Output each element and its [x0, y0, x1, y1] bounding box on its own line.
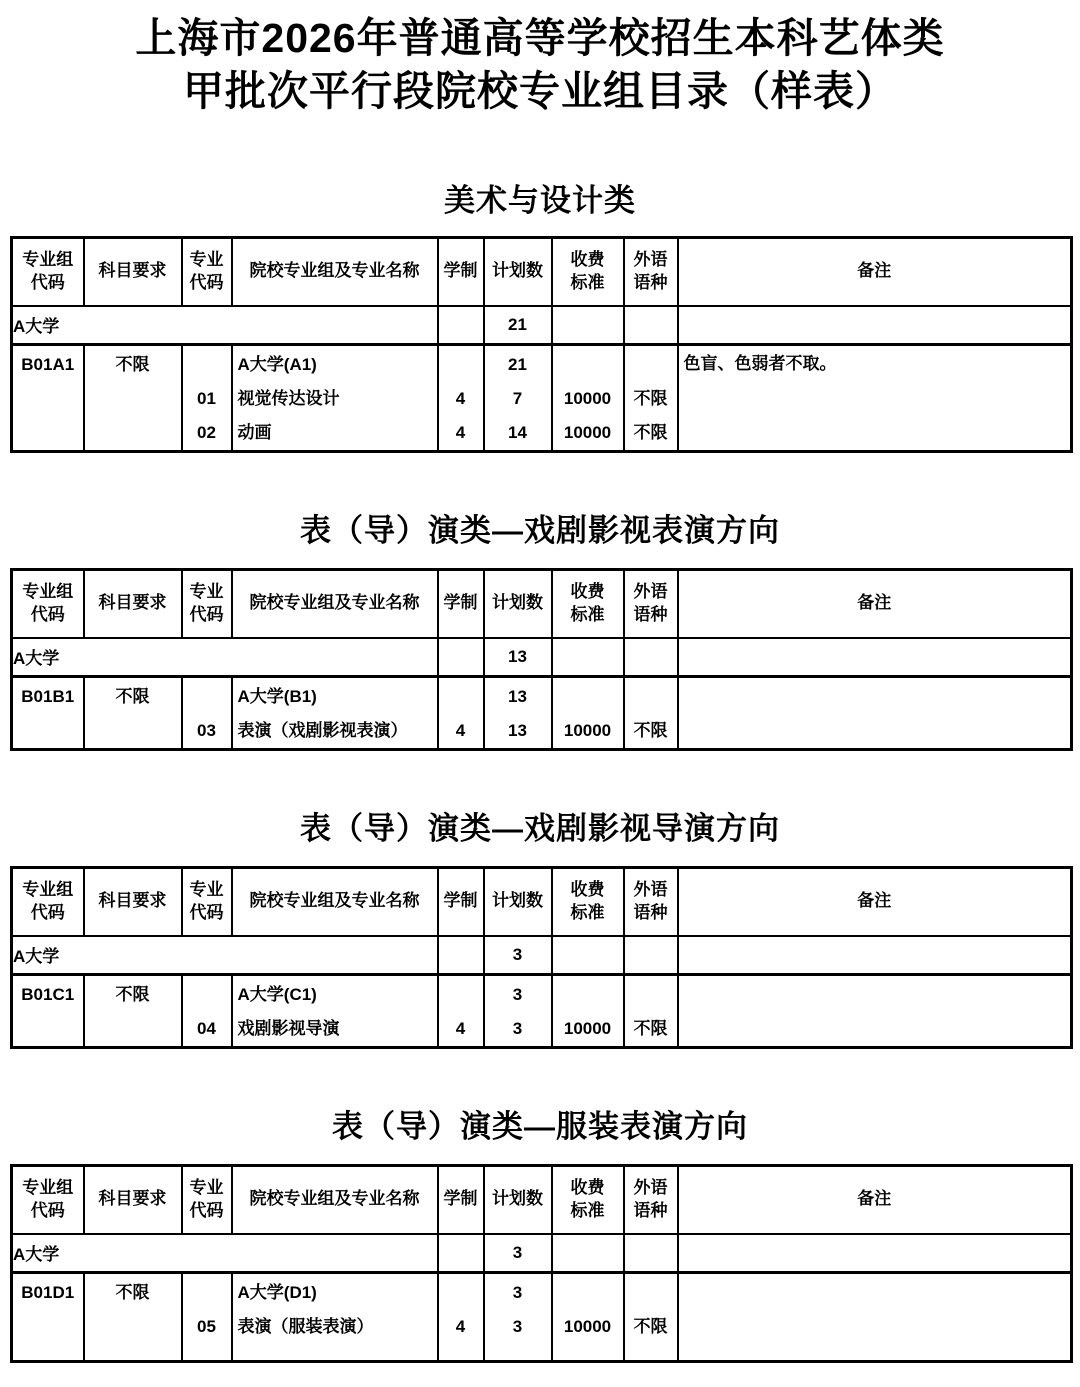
col-header-name: 院校专业组及专业名称 — [232, 237, 438, 306]
years-value — [439, 680, 483, 714]
col-header-major-code — [182, 569, 232, 638]
plan-value: 7 — [512, 388, 523, 408]
years-value: 4 — [455, 1018, 466, 1038]
subject-req-cell — [84, 676, 182, 749]
col-header-remark: 备注 — [678, 1165, 1072, 1234]
col-header-fee-line2: 标准 — [570, 902, 605, 922]
col-header-lang-line1: 外语 — [633, 249, 668, 269]
header-row — [12, 237, 1072, 306]
fee-value: 10000 — [563, 422, 612, 442]
section-title-art-design: 美术与设计类 — [444, 182, 636, 218]
col-header-group-code-line2: 代码 — [30, 902, 65, 922]
years-cell — [438, 1272, 484, 1361]
university-fee-cell — [552, 936, 624, 975]
header-row — [12, 1165, 1072, 1234]
fee-value: 10000 — [563, 1316, 612, 1336]
major-name-cell — [232, 676, 438, 749]
plan-cell — [484, 676, 552, 749]
lang-value: 不限 — [633, 720, 668, 740]
lang-cell — [624, 974, 678, 1047]
section-title-drama-directing: 表（导）演类—戏剧影视导演方向 — [300, 810, 780, 846]
university-years-cell — [438, 936, 484, 975]
col-header-plan: 计划数 — [484, 1165, 552, 1234]
university-years-cell — [438, 638, 484, 677]
col-header-fee-line1: 收费 — [570, 581, 605, 601]
lang-value — [625, 680, 677, 714]
major-code — [183, 348, 231, 382]
subject-req: 不限 — [115, 354, 150, 374]
col-header-subject-req: 科目要求 — [84, 237, 182, 306]
university-fee-cell — [552, 638, 624, 677]
col-header-group-code-line2: 代码 — [30, 1200, 65, 1220]
col-header-lang — [624, 237, 678, 306]
fee-cell — [552, 676, 624, 749]
col-header-major-code-line2: 代码 — [189, 902, 224, 922]
subject-req-cell — [84, 974, 182, 1047]
university-lang-cell — [624, 306, 678, 345]
major-name: A大学(D1) — [237, 1282, 317, 1302]
major-name: 戏剧影视导演 — [237, 1018, 340, 1038]
group-row — [12, 974, 1072, 1047]
col-header-name: 院校专业组及专业名称 — [232, 569, 438, 638]
plan-value: 13 — [508, 720, 527, 740]
university-years-cell — [438, 1234, 484, 1273]
years-value — [439, 1276, 483, 1310]
col-header-lang — [624, 1165, 678, 1234]
col-header-lang-line1: 外语 — [633, 1177, 668, 1197]
plan-cell — [484, 344, 552, 451]
major-name: A大学(A1) — [237, 354, 317, 374]
document-title — [10, 12, 1070, 119]
col-header-plan: 计划数 — [484, 569, 552, 638]
subject-req-cell — [84, 344, 182, 451]
group-code-cell — [12, 1272, 84, 1361]
col-header-remark: 备注 — [678, 569, 1072, 638]
group-row — [12, 676, 1072, 749]
group-code: B01D1 — [21, 1282, 75, 1302]
col-header-group-code-line1: 专业组 — [22, 879, 74, 899]
years-value: 4 — [455, 422, 466, 442]
years-value: 4 — [455, 388, 466, 408]
fee-value — [553, 1276, 623, 1310]
plan-value: 21 — [508, 354, 527, 374]
col-header-major-code-line2: 代码 — [189, 272, 224, 292]
remark-cell — [678, 344, 1072, 451]
col-header-major-code — [182, 237, 232, 306]
years-cell — [438, 676, 484, 749]
major-name: 动画 — [237, 422, 272, 442]
subject-req: 不限 — [115, 686, 150, 706]
university-lang-cell — [624, 638, 678, 677]
fee-value — [553, 978, 623, 1012]
university-remark-cell — [678, 1234, 1072, 1273]
fee-cell — [552, 344, 624, 451]
catalog-table-fashion-performance — [10, 1164, 1073, 1363]
fee-value: 10000 — [563, 720, 612, 740]
remark-text: 色盲、色弱者不取。 — [683, 353, 837, 373]
col-header-major-code — [182, 1165, 232, 1234]
years-cell — [438, 974, 484, 1047]
major-code: 01 — [197, 388, 216, 408]
lang-cell — [624, 676, 678, 749]
major-name-cell — [232, 974, 438, 1047]
remark-cell — [678, 974, 1072, 1047]
col-header-group-code-line2: 代码 — [30, 604, 65, 624]
major-code: 03 — [197, 720, 216, 740]
major-code — [183, 680, 231, 714]
university-lang-cell — [624, 936, 678, 975]
lang-value — [625, 978, 677, 1012]
col-header-fee-line1: 收费 — [570, 249, 605, 269]
major-name-cell — [232, 1272, 438, 1361]
col-header-lang-line2: 语种 — [633, 1200, 668, 1220]
col-header-major-code — [182, 867, 232, 936]
col-header-lang-line1: 外语 — [633, 879, 668, 899]
plan-value: 3 — [512, 1282, 523, 1302]
col-header-years: 学制 — [438, 237, 484, 306]
years-value: 4 — [455, 720, 466, 740]
col-header-fee-line1: 收费 — [570, 879, 605, 899]
col-header-years: 学制 — [438, 867, 484, 936]
group-code-cell — [12, 676, 84, 749]
col-header-remark: 备注 — [678, 867, 1072, 936]
lang-cell — [624, 344, 678, 451]
university-plan-total: 13 — [484, 638, 552, 677]
fee-value — [553, 680, 623, 714]
col-header-lang-line2: 语种 — [633, 272, 668, 292]
university-plan-total: 21 — [484, 306, 552, 345]
years-value — [439, 978, 483, 1012]
lang-value: 不限 — [633, 1018, 668, 1038]
document-title-line2: 甲批次平行段院校专业组目录（样表） — [183, 68, 897, 115]
catalog-table-art-design — [10, 236, 1073, 453]
col-header-fee-line2: 标准 — [570, 1200, 605, 1220]
lang-value — [625, 1276, 677, 1310]
university-years-cell — [438, 306, 484, 345]
col-header-group-code-line2: 代码 — [30, 272, 65, 292]
plan-value: 3 — [512, 984, 523, 1004]
university-remark-cell — [678, 638, 1072, 677]
plan-value: 3 — [512, 1018, 523, 1038]
major-code-cell — [182, 1272, 232, 1361]
col-header-group-code — [12, 1165, 84, 1234]
major-code — [183, 1276, 231, 1310]
plan-cell — [484, 1272, 552, 1361]
col-header-fee-line1: 收费 — [570, 1177, 605, 1197]
fee-value: 10000 — [563, 1018, 612, 1038]
remark-cell — [678, 676, 1072, 749]
major-name: A大学(B1) — [237, 686, 317, 706]
major-code: 04 — [197, 1018, 216, 1038]
fee-value — [553, 348, 623, 382]
major-code: 02 — [197, 422, 216, 442]
col-header-plan: 计划数 — [484, 867, 552, 936]
years-value: 4 — [455, 1316, 466, 1336]
major-code-cell — [182, 344, 232, 451]
col-header-subject-req: 科目要求 — [84, 1165, 182, 1234]
plan-value: 3 — [512, 1316, 523, 1336]
col-header-plan: 计划数 — [484, 237, 552, 306]
years-value — [439, 348, 483, 382]
header-row — [12, 867, 1072, 936]
col-header-group-code — [12, 569, 84, 638]
lang-value — [625, 348, 677, 382]
header-row — [12, 569, 1072, 638]
col-header-group-code-line1: 专业组 — [22, 1177, 74, 1197]
group-code: B01A1 — [21, 354, 75, 374]
col-header-group-code — [12, 867, 84, 936]
major-name: 视觉传达设计 — [237, 388, 340, 408]
catalog-table-drama-directing — [10, 866, 1073, 1049]
col-header-lang-line2: 语种 — [633, 604, 668, 624]
subject-req: 不限 — [115, 984, 150, 1004]
group-code-cell — [12, 344, 84, 451]
catalog-table-drama-performance — [10, 568, 1073, 751]
col-header-fee-line2: 标准 — [570, 604, 605, 624]
subject-req: 不限 — [115, 1282, 150, 1302]
col-header-years: 学制 — [438, 1165, 484, 1234]
group-row — [12, 344, 1072, 451]
major-code — [183, 978, 231, 1012]
col-header-lang — [624, 569, 678, 638]
years-cell — [438, 344, 484, 451]
university-lang-cell — [624, 1234, 678, 1273]
document-title-line1: 上海市2026年普通高等学校招生本科艺体类 — [135, 15, 945, 61]
col-header-major-code-line2: 代码 — [189, 1200, 224, 1220]
group-code-cell — [12, 974, 84, 1047]
major-name: 表演（服装表演） — [237, 1316, 374, 1336]
major-name-cell — [232, 344, 438, 451]
university-row — [12, 1234, 1072, 1273]
col-header-remark: 备注 — [678, 237, 1072, 306]
university-row — [12, 936, 1072, 975]
major-name: A大学(C1) — [237, 984, 317, 1004]
major-code-cell — [182, 676, 232, 749]
university-plan-total: 3 — [484, 936, 552, 975]
university-row — [12, 638, 1072, 677]
col-header-group-code-line1: 专业组 — [22, 581, 74, 601]
plan-value: 14 — [508, 422, 527, 442]
university-remark-cell — [678, 936, 1072, 975]
lang-value: 不限 — [633, 422, 668, 442]
col-header-group-code-line1: 专业组 — [22, 249, 74, 269]
col-header-years: 学制 — [438, 569, 484, 638]
col-header-group-code — [12, 237, 84, 306]
lang-value: 不限 — [633, 1316, 668, 1336]
col-header-major-code-line2: 代码 — [189, 604, 224, 624]
col-header-lang-line2: 语种 — [633, 902, 668, 922]
col-header-name: 院校专业组及专业名称 — [232, 1165, 438, 1234]
col-header-fee — [552, 237, 624, 306]
university-plan-total: 3 — [484, 1234, 552, 1273]
university-name: A大学 — [12, 1234, 438, 1273]
group-row — [12, 1272, 1072, 1361]
col-header-fee — [552, 1165, 624, 1234]
col-header-major-code-line1: 专业 — [189, 581, 224, 601]
col-header-fee — [552, 867, 624, 936]
col-header-major-code-line1: 专业 — [189, 879, 224, 899]
section-title-drama-performance: 表（导）演类—戏剧影视表演方向 — [300, 512, 780, 548]
university-name: A大学 — [12, 936, 438, 975]
plan-value: 13 — [508, 686, 527, 706]
col-header-major-code-line1: 专业 — [189, 249, 224, 269]
col-header-name: 院校专业组及专业名称 — [232, 867, 438, 936]
col-header-subject-req: 科目要求 — [84, 569, 182, 638]
university-fee-cell — [552, 306, 624, 345]
lang-value: 不限 — [633, 388, 668, 408]
university-name: A大学 — [12, 306, 438, 345]
section-title-fashion-performance: 表（导）演类—服装表演方向 — [332, 1108, 748, 1144]
university-remark-cell — [678, 306, 1072, 345]
lang-cell — [624, 1272, 678, 1361]
subject-req-cell — [84, 1272, 182, 1361]
col-header-fee — [552, 569, 624, 638]
university-row — [12, 306, 1072, 345]
group-code: B01B1 — [21, 686, 75, 706]
col-header-subject-req: 科目要求 — [84, 867, 182, 936]
plan-cell — [484, 974, 552, 1047]
major-name: 表演（戏剧影视表演） — [237, 720, 408, 740]
col-header-major-code-line1: 专业 — [189, 1177, 224, 1197]
col-header-lang — [624, 867, 678, 936]
university-name: A大学 — [12, 638, 438, 677]
fee-cell — [552, 974, 624, 1047]
major-code: 05 — [197, 1316, 216, 1336]
col-header-lang-line1: 外语 — [633, 581, 668, 601]
group-code: B01C1 — [21, 984, 75, 1004]
fee-value: 10000 — [563, 388, 612, 408]
major-code-cell — [182, 974, 232, 1047]
remark-cell — [678, 1272, 1072, 1361]
university-fee-cell — [552, 1234, 624, 1273]
col-header-fee-line2: 标准 — [570, 272, 605, 292]
fee-cell — [552, 1272, 624, 1361]
